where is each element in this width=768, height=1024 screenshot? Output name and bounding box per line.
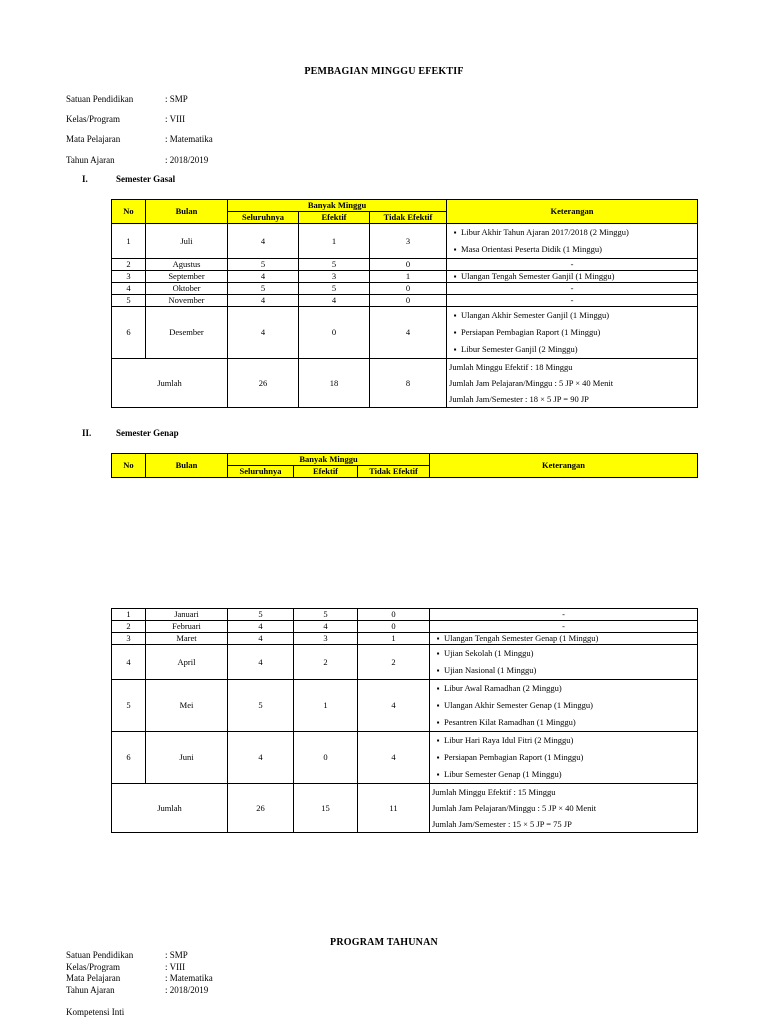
table-row xyxy=(112,633,698,645)
cell-seluruhnya: 4 xyxy=(228,295,299,307)
keterangan-item: ▪ Ulangan Tengah Semester Genap (1 Minggu) xyxy=(432,633,695,644)
keterangan-item: ▪ Libur Semester Ganjil (2 Minggu) xyxy=(449,341,695,358)
cell-keterangan xyxy=(447,259,698,271)
cell-seluruhnya: 4 xyxy=(228,732,294,784)
kompetensi-inti-label: Kompetensi Inti xyxy=(66,1007,125,1017)
cell-tidak-efektif: 4 xyxy=(358,732,430,784)
keterangan-item: ▪ Ulangan Tengah Semester Ganjil (1 Minggu) xyxy=(449,271,695,282)
cell-seluruhnya: 5 xyxy=(228,259,299,271)
cell-seluruhnya: 4 xyxy=(228,271,299,283)
cell-no: 6 xyxy=(112,732,146,784)
cell-efektif: 5 xyxy=(299,259,370,271)
cell-keterangan xyxy=(430,732,698,784)
cell-keterangan xyxy=(430,680,698,732)
cell-bulan: Juni xyxy=(146,732,228,784)
keterangan-item: ▪ Ulangan Akhir Semester Ganjil (1 Minggu) xyxy=(449,307,695,324)
table-row xyxy=(112,680,698,732)
cell-tidak-efektif: 0 xyxy=(358,621,430,633)
header-keterangan: Keterangan xyxy=(447,200,698,224)
keterangan-item: ▪ Libur Awal Ramadhan (2 Minggu) xyxy=(432,680,695,697)
info-label-satuan: Satuan Pendidikan xyxy=(66,950,134,960)
header-bulan: Bulan xyxy=(146,200,228,224)
table-row xyxy=(112,295,698,307)
cell-tidak-efektif: 0 xyxy=(370,283,447,295)
cell-efektif: 4 xyxy=(294,621,358,633)
cell-no: 1 xyxy=(112,609,146,621)
info-value-kelas: : VIII xyxy=(165,114,186,124)
table-row xyxy=(112,224,698,259)
table-row xyxy=(112,645,698,680)
cell-efektif: 0 xyxy=(294,732,358,784)
cell-efektif: 3 xyxy=(299,271,370,283)
cell-keterangan xyxy=(430,645,698,680)
cell-keterangan xyxy=(430,609,698,621)
section-roman-1: I. xyxy=(82,174,88,184)
section-title-semester-gasal: Semester Gasal xyxy=(116,174,176,184)
cell-bulan: April xyxy=(146,645,228,680)
header-seluruhnya: Seluruhnya xyxy=(228,466,294,478)
cell-bulan: September xyxy=(146,271,228,283)
cell-tidak-efektif: 4 xyxy=(358,680,430,732)
info-value-mapel: : Matematika xyxy=(165,973,213,983)
cell-no: 6 xyxy=(112,307,146,359)
cell-efektif: 15 xyxy=(294,784,358,833)
cell-jumlah-label: Jumlah xyxy=(112,784,228,833)
table-row xyxy=(112,271,698,283)
cell-efektif: 3 xyxy=(294,633,358,645)
cell-tidak-efektif: 1 xyxy=(370,271,447,283)
cell-tidak-efektif: 8 xyxy=(370,359,447,408)
header-no: No xyxy=(112,454,146,478)
cell-tidak-efektif: 0 xyxy=(370,295,447,307)
jumlah-note: Jumlah Jam Pelajaran/Minggu : 5 JP × 40 Menit xyxy=(449,378,614,388)
info-value-satuan: : SMP xyxy=(165,950,188,960)
info-value-kelas: : VIII xyxy=(165,962,186,972)
cell-seluruhnya: 5 xyxy=(228,680,294,732)
page-title: PEMBAGIAN MINGGU EFEKTIF xyxy=(304,66,464,77)
section-title-semester-genap: Semester Genap xyxy=(116,428,179,438)
keterangan-item: ▪ Ujian Nasional (1 Minggu) xyxy=(432,662,695,679)
cell-bulan: Desember xyxy=(146,307,228,359)
cell-tidak-efektif: 3 xyxy=(370,224,447,259)
cell-no: 2 xyxy=(112,259,146,271)
header-banyak-minggu: Banyak Minggu xyxy=(228,200,447,212)
table-semester-gasal xyxy=(111,199,698,408)
cell-efektif: 0 xyxy=(299,307,370,359)
info-label-kelas: Kelas/Program xyxy=(66,962,120,972)
cell-jumlah-label: Jumlah xyxy=(112,359,228,408)
jumlah-note: Jumlah Jam/Semester : 18 × 5 JP = 90 JP xyxy=(449,394,589,404)
info-label-tahun: Tahun Ajaran xyxy=(66,155,115,165)
cell-no: 4 xyxy=(112,283,146,295)
cell-seluruhnya: 4 xyxy=(228,307,299,359)
cell-keterangan xyxy=(447,224,698,259)
header-seluruhnya: Seluruhnya xyxy=(228,212,299,224)
cell-keterangan xyxy=(447,307,698,359)
section-roman-2: II. xyxy=(82,428,92,438)
keterangan-item: ▪ Persiapan Pembagian Raport (1 Minggu) xyxy=(432,749,695,766)
cell-bulan: Maret xyxy=(146,633,228,645)
cell-efektif: 4 xyxy=(299,295,370,307)
cell-no: 1 xyxy=(112,224,146,259)
cell-no: 3 xyxy=(112,271,146,283)
header-banyak-minggu: Banyak Minggu xyxy=(228,454,430,466)
cell-no: 5 xyxy=(112,295,146,307)
cell-bulan: Februari xyxy=(146,621,228,633)
keterangan-item: ▪ Ulangan Akhir Semester Genap (1 Minggu) xyxy=(432,697,695,714)
table-row xyxy=(112,283,698,295)
jumlah-note: Jumlah Minggu Efektif : 18 Minggu xyxy=(449,362,573,372)
cell-keterangan xyxy=(447,295,698,307)
cell-no: 3 xyxy=(112,633,146,645)
table-row xyxy=(112,732,698,784)
table-row xyxy=(112,259,698,271)
cell-keterangan xyxy=(447,283,698,295)
cell-keterangan xyxy=(447,271,698,283)
cell-seluruhnya: 26 xyxy=(228,784,294,833)
cell-bulan: Januari xyxy=(146,609,228,621)
info-label-mapel: Mata Pelajaran xyxy=(66,973,121,983)
cell-tidak-efektif: 11 xyxy=(358,784,430,833)
keterangan-item: ▪ Masa Orientasi Peserta Didik (1 Minggu) xyxy=(449,241,695,258)
header-tidak-efektif: Tidak Efektif xyxy=(370,212,447,224)
info-label-mapel: Mata Pelajaran xyxy=(66,134,121,144)
jumlah-note: Jumlah Jam Pelajaran/Minggu : 5 JP × 40 Menit xyxy=(432,803,597,813)
cell-efektif: 1 xyxy=(294,680,358,732)
cell-tidak-efektif: 1 xyxy=(358,633,430,645)
cell-keterangan xyxy=(447,359,698,408)
header-no: No xyxy=(112,200,146,224)
keterangan-item: ▪ Pesantren Kilat Ramadhan (1 Minggu) xyxy=(432,714,695,731)
jumlah-note: Jumlah Jam/Semester : 15 × 5 JP = 75 JP xyxy=(432,819,572,829)
keterangan-dash: - xyxy=(570,283,574,293)
keterangan-item: ▪ Libur Akhir Tahun Ajaran 2017/2018 (2 Minggu) xyxy=(449,224,695,241)
keterangan-item: ▪ Libur Semester Genap (1 Minggu) xyxy=(432,766,695,783)
cell-efektif: 5 xyxy=(299,283,370,295)
cell-tidak-efektif: 2 xyxy=(358,645,430,680)
header-efektif: Efektif xyxy=(299,212,370,224)
cell-tidak-efektif: 0 xyxy=(358,609,430,621)
cell-seluruhnya: 4 xyxy=(228,633,294,645)
table-row xyxy=(112,609,698,621)
keterangan-item: ▪ Persiapan Pembagian Raport (1 Minggu) xyxy=(449,324,695,341)
cell-efektif: 2 xyxy=(294,645,358,680)
keterangan-dash: - xyxy=(570,295,574,305)
cell-efektif: 18 xyxy=(299,359,370,408)
cell-seluruhnya: 4 xyxy=(228,224,299,259)
info-label-satuan: Satuan Pendidikan xyxy=(66,94,134,104)
keterangan-item: ▪ Libur Hari Raya Idul Fitri (2 Minggu) xyxy=(432,732,695,749)
cell-bulan: Oktober xyxy=(146,283,228,295)
table-row xyxy=(112,307,698,359)
jumlah-note: Jumlah Minggu Efektif : 15 Minggu xyxy=(432,787,556,797)
table-row-total xyxy=(112,784,698,833)
cell-bulan: Juli xyxy=(146,224,228,259)
cell-bulan: Mei xyxy=(146,680,228,732)
cell-bulan: November xyxy=(146,295,228,307)
cell-tidak-efektif: 4 xyxy=(370,307,447,359)
table-semester-genap-header xyxy=(111,453,698,478)
cell-seluruhnya: 5 xyxy=(228,609,294,621)
cell-efektif: 1 xyxy=(299,224,370,259)
info-label-kelas: Kelas/Program xyxy=(66,114,120,124)
info-label-tahun: Tahun Ajaran xyxy=(66,985,115,995)
header-efektif: Efektif xyxy=(294,466,358,478)
cell-seluruhnya: 4 xyxy=(228,621,294,633)
header-bulan: Bulan xyxy=(146,454,228,478)
keterangan-dash: - xyxy=(570,259,574,269)
keterangan-dash: - xyxy=(562,621,565,631)
table-row-total xyxy=(112,359,698,408)
info-value-tahun: : 2018/2019 xyxy=(165,155,209,165)
info-value-satuan: : SMP xyxy=(165,94,188,104)
cell-no: 4 xyxy=(112,645,146,680)
cell-no: 5 xyxy=(112,680,146,732)
keterangan-dash: - xyxy=(562,609,565,619)
section-title-program-tahunan: PROGRAM TAHUNAN xyxy=(330,937,438,948)
keterangan-item: ▪ Ujian Sekolah (1 Minggu) xyxy=(432,645,695,662)
info-value-mapel: : Matematika xyxy=(165,134,213,144)
cell-bulan: Agustus xyxy=(146,259,228,271)
table-semester-genap xyxy=(111,608,698,833)
cell-seluruhnya: 4 xyxy=(228,645,294,680)
table-row xyxy=(112,621,698,633)
cell-seluruhnya: 26 xyxy=(228,359,299,408)
cell-tidak-efektif: 0 xyxy=(370,259,447,271)
header-tidak-efektif: Tidak Efektif xyxy=(358,466,430,478)
cell-keterangan xyxy=(430,784,698,833)
cell-keterangan xyxy=(430,633,698,645)
cell-no: 2 xyxy=(112,621,146,633)
info-value-tahun: : 2018/2019 xyxy=(165,985,209,995)
cell-efektif: 5 xyxy=(294,609,358,621)
header-keterangan: Keterangan xyxy=(430,454,698,478)
cell-seluruhnya: 5 xyxy=(228,283,299,295)
cell-keterangan xyxy=(430,621,698,633)
